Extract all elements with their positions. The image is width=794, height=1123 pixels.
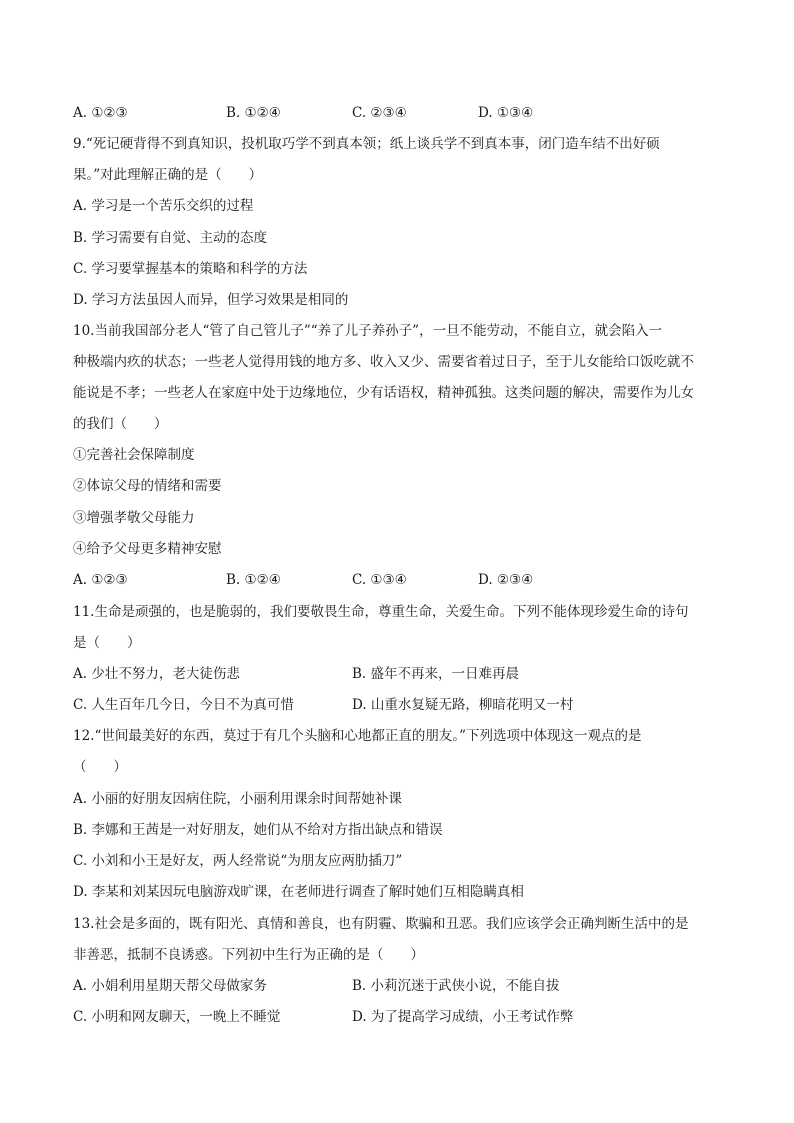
option-d: D. ①③④ [478, 105, 534, 121]
option-c: C. ①③④ [352, 572, 407, 588]
question-stem: 是（ ） [73, 635, 141, 651]
question-stem: 非善恶，抵制不良诱惑。下列初中生行为正确的是（ ） [73, 947, 424, 963]
question-stem: 能说是不孝；一些老人在家庭中处于边缘地位，少有话语权，精神孤独。这类问题的解决，需要作为儿女 [73, 385, 694, 401]
statement-item: ③增强孝敬父母能力 [73, 510, 195, 526]
option-b: B. 李娜和王茜是一对好朋友，她们从不给对方指出缺点和错误 [73, 822, 443, 838]
question-stem: 果。”对此理解正确的是（ ） [73, 167, 263, 183]
option-b: B. ①②④ [226, 105, 281, 121]
option-d: D. 李某和刘某因玩电脑游戏旷课，在老师进行调查了解时她们互相隐瞒真相 [73, 884, 524, 900]
option-c: C. 人生百年几今日，今日不为真可惜 [73, 697, 294, 713]
option-c: C. ②③④ [352, 105, 407, 121]
option-d: D. ②③④ [478, 572, 534, 588]
question-stem: 的我们（ ） [73, 416, 168, 432]
option-b: B. 学习需要有自觉、主动的态度 [73, 230, 268, 246]
option-d: D. 山重水复疑无路，柳暗花明又一村 [352, 697, 574, 713]
option-a: A. ①②③ [73, 105, 128, 121]
option-b: B. 盛年不再来，一日难再晨 [352, 666, 520, 682]
statement-item: ④给予父母更多精神安慰 [73, 541, 222, 557]
question-stem: 10.当前我国部分老人“管了自己管儿子”“养了儿子养孙子”，一旦不能劳动，不能自立，就会陷入一 [73, 323, 663, 339]
option-c: C. 学习要掌握基本的策略和科学的方法 [73, 261, 308, 277]
option-c: C. 小刘和小王是好友，两人经常说“为朋友应两肋插刀” [73, 853, 403, 869]
option-a: A. 小丽的好朋友因病住院，小丽利用课余时间帮她补课 [73, 791, 402, 807]
option-d: D. 为了提高学习成绩，小王考试作弊 [352, 1009, 574, 1025]
question-stem: 11.生命是顽强的，也是脆弱的，我们要敬畏生命，尊重生命，关爱生命。下列不能体现珍爱生命的诗句 [73, 604, 689, 620]
option-a: A. 学习是一个苦乐交织的过程 [73, 198, 254, 214]
option-b: B. ①②④ [226, 572, 281, 588]
option-a: A. 少壮不努力，老大徒伤悲 [73, 666, 240, 682]
statement-item: ①完善社会保障制度 [73, 447, 195, 463]
question-stem: 种极端内疚的状态；一些老人觉得用钱的地方多、收入又少、需要省着过日子，至于儿女能给口饭吃就不 [73, 354, 694, 370]
question-stem: 13.社会是多面的，既有阳光、真情和善良，也有阴霾、欺骗和丑恶。我们应该学会正确判断生活中的是 [73, 916, 689, 932]
question-stem: （ ） [73, 759, 127, 775]
question-stem: 9.“死记硬背得不到真知识，投机取巧学不到真本领；纸上谈兵学不到真本事，闭门造车结不出好硕 [73, 136, 660, 152]
statement-item: ②体谅父母的情绪和需要 [73, 478, 222, 494]
option-a: A. ①②③ [73, 572, 128, 588]
option-a: A. 小娟利用星期天帮父母做家务 [73, 978, 267, 994]
option-c: C. 小明和网友聊天，一晚上不睡觉 [73, 1009, 281, 1025]
option-d: D. 学习方法虽因人而异，但学习效果是相同的 [73, 292, 349, 308]
question-stem: 12.“世间最美好的东西，莫过于有几个头脑和心地都正直的朋友。”下列选项中体现这一观点的是 [73, 728, 642, 744]
option-b: B. 小莉沉迷于武侠小说，不能自拔 [352, 978, 560, 994]
